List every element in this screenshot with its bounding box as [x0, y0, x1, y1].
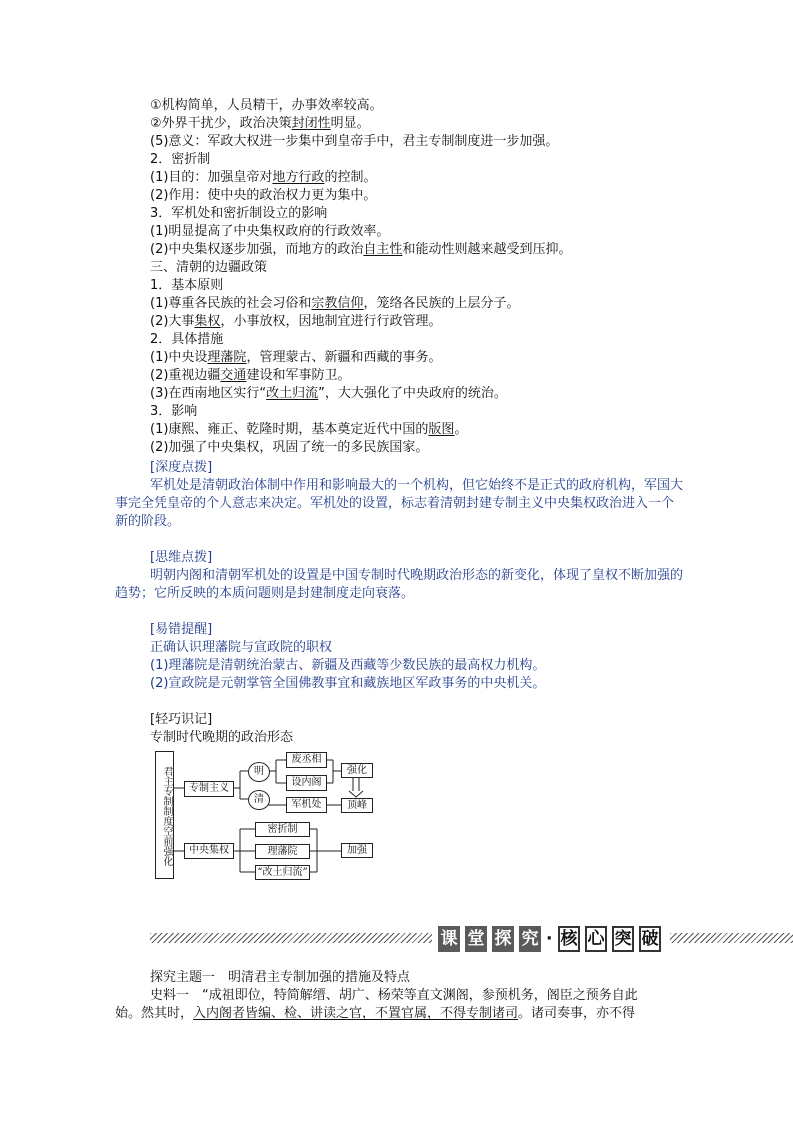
outline-line — [150, 313, 441, 331]
deep-note-title: [深度点拨] — [150, 460, 213, 475]
memory-note-subtitle: 专制时代晚期的政治形态 — [150, 730, 294, 745]
diagram-root-box: 君主专制制度空前强化 — [155, 751, 174, 879]
outline-text-segment: 3．影响 — [150, 404, 198, 419]
banner-char: 突 — [612, 926, 634, 952]
diagram-cabinet-box: 设内阁 — [286, 775, 327, 791]
banner-char: 课 — [438, 926, 460, 952]
outline-line — [150, 97, 383, 115]
outline-text-segment: (2)重视边疆 — [150, 368, 221, 383]
source-line-2: 始。然其时，入内阁者皆编、检、讲读之官，不置官属，不得专制诸司。诸司奏事，亦不得 — [115, 1006, 636, 1021]
error-note-title: [易错提醒] — [150, 622, 213, 637]
outline-line — [150, 259, 267, 277]
outline-line — [150, 421, 467, 439]
deep-note-text: 军机处是清朝政治体制中作用和影响最大的一个机构，但它始终不是正式的政府机构，军国大事完全凭皇帝的个人意志来决定。军机处的设置，标志着清朝封建专制主义中央集权政治进入一个新的阶段。 — [115, 478, 684, 529]
outline-line — [150, 133, 558, 151]
diagram-junjichu-box: 军机处 — [286, 797, 327, 813]
underlined-keyword: 自主性 — [363, 242, 403, 257]
inquiry-topic: 探究主题一 明清君主专制加强的措施及特点 — [150, 970, 411, 985]
outline-text-segment: (1)康熙、雍正、乾隆时期，基本奠定近代中国的 — [150, 422, 429, 437]
think-note-title: [思维点拨] — [150, 550, 213, 565]
outline-line — [150, 151, 210, 169]
underlined-keyword: 封闭性 — [291, 116, 331, 131]
memory-note-title: [轻巧识记] — [150, 712, 213, 727]
outline-text-segment: (2)作用：使中央的政治权力更为集中。 — [150, 188, 377, 203]
outline-text-segment: 的控制。 — [324, 170, 377, 185]
source-line-1: 史料一 “成祖即位，特简解缙、胡广、杨荣等直文渊阁，参预机务，阁臣之预务自此 — [150, 988, 638, 1003]
outline-line — [150, 241, 571, 259]
outline-line — [150, 439, 428, 457]
outline-line — [150, 367, 350, 385]
outline-text-segment: (1)尊重各民族的社会习俗和 — [150, 296, 312, 311]
outline-line — [150, 187, 376, 205]
error-note-line: 正确认识理藩院与宣政院的职权 — [150, 640, 333, 655]
banner-hatch-right — [670, 933, 793, 943]
outline-line — [150, 223, 389, 241]
error-note-line: (2)宣政院是元朝掌管全国佛教事宜和藏族地区军政事务的中央机关。 — [150, 676, 546, 691]
diagram-lifanyuan-box: 理藩院 — [255, 844, 310, 859]
banner-dot: · — [546, 929, 553, 949]
banner-char: 心 — [585, 926, 607, 952]
outline-line — [150, 349, 441, 367]
outline-text-segment: (2)加强了中央集权，巩固了统一的多民族国家。 — [150, 440, 429, 455]
banner-char: 堂 — [465, 926, 487, 952]
diagram-strengthen-box: 强化 — [341, 763, 373, 778]
diagram-reinforce-box: 加强 — [341, 843, 373, 858]
outline-line — [150, 115, 370, 133]
section-banner — [150, 922, 793, 956]
outline-line — [150, 403, 197, 421]
diagram-ming-circle: 明 — [248, 762, 270, 782]
diagram-peak-box: 顶峰 — [341, 798, 373, 813]
outline-line — [150, 277, 223, 295]
outline-text-segment: (2)中央集权逐步加强，而地方的政治 — [150, 242, 364, 257]
underlined-keyword: 地方行政 — [272, 170, 325, 185]
diagram-qing-circle: 清 — [248, 790, 270, 810]
diagram-abolish-pm-box: 废丞相 — [286, 752, 327, 768]
outline-line — [150, 205, 327, 223]
think-note-text: 明朝内阁和清朝军机处的设置是中国专制时代晚期政治形态的新变化，体现了皇权不断加强的趋势；它所反映的本质问题则是封建制度走向衰落。 — [115, 568, 684, 601]
underlined-keyword: 宗教信仰 — [311, 296, 364, 311]
outline-text-segment: (5)意义：军政大权进一步集中到皇帝手中，君主专制制度进一步加强。 — [150, 134, 559, 149]
outline-text-segment: (3)在西南地区实行“ — [150, 386, 267, 401]
outline-text-segment: ②外界干扰少，政治决策 — [150, 116, 292, 131]
outline-line — [150, 169, 376, 187]
outline-text-segment: (1)明显提高了中央集权政府的行政效率。 — [150, 224, 390, 239]
outline-text-segment: 1．基本原则 — [150, 278, 224, 293]
outline-text-segment: (2)大事 — [150, 314, 195, 329]
outline-text-segment: ，小事放权，因地制宜进行行政管理。 — [220, 314, 442, 329]
outline-text-segment: (1)目的：加强皇帝对 — [150, 170, 273, 185]
error-note-line: (1)理藩院是清朝统治蒙古、新疆及西藏等少数民族的最高权力机构。 — [150, 658, 546, 673]
outline-text-segment: ，笼络各民族的上层分子。 — [363, 296, 520, 311]
outline-line — [150, 385, 507, 403]
underlined-keyword: 改土归流 — [266, 386, 319, 401]
outline-text-segment: 明显。 — [330, 116, 370, 131]
outline-text-segment: 2．具体措施 — [150, 332, 224, 347]
diagram-centralization-box: 中央集权 — [184, 843, 234, 859]
underlined-keyword: 集权 — [194, 314, 221, 329]
banner-char: 核 — [558, 926, 580, 952]
outline-text-segment: (1)中央设 — [150, 350, 208, 365]
banner-char: 破 — [639, 926, 661, 952]
diagram-autocracy-box: 专制主义 — [184, 781, 234, 797]
banner-hatch-left — [150, 933, 432, 943]
outline-text-segment: 三、清朝的边疆政策 — [150, 260, 268, 275]
outline-text-segment: ”，大大强化了中央政府的统治。 — [318, 386, 507, 401]
outline-line — [150, 295, 519, 313]
outline-text-segment: 3．军机处和密折制设立的影响 — [150, 206, 328, 221]
diagram-secret-memo-box: 密折制 — [255, 822, 310, 837]
politics-diagram — [155, 751, 395, 881]
outline-text-segment: ，管理蒙古、新疆和西藏的事务。 — [246, 350, 442, 365]
outline-text-segment: 和能动性则越来越受到压抑。 — [402, 242, 572, 257]
underlined-keyword: 理藩院 — [207, 350, 247, 365]
outline-line — [150, 331, 223, 349]
source-label: 史料一 — [150, 988, 190, 1003]
diagram-gaitu-box: “改土归流” — [255, 865, 310, 880]
banner-char: 探 — [492, 926, 514, 952]
underlined-keyword: 版图 — [428, 422, 455, 437]
outline-text-segment: 2．密折制 — [150, 152, 211, 167]
outline-text-segment: ①机构简单，人员精干，办事效率较高。 — [150, 98, 383, 113]
outline-text-segment: 建设和军事防卫。 — [246, 368, 351, 383]
outline-text-segment: 。 — [454, 422, 468, 437]
underlined-keyword: 交通 — [220, 368, 247, 383]
banner-char: 究 — [519, 926, 541, 952]
